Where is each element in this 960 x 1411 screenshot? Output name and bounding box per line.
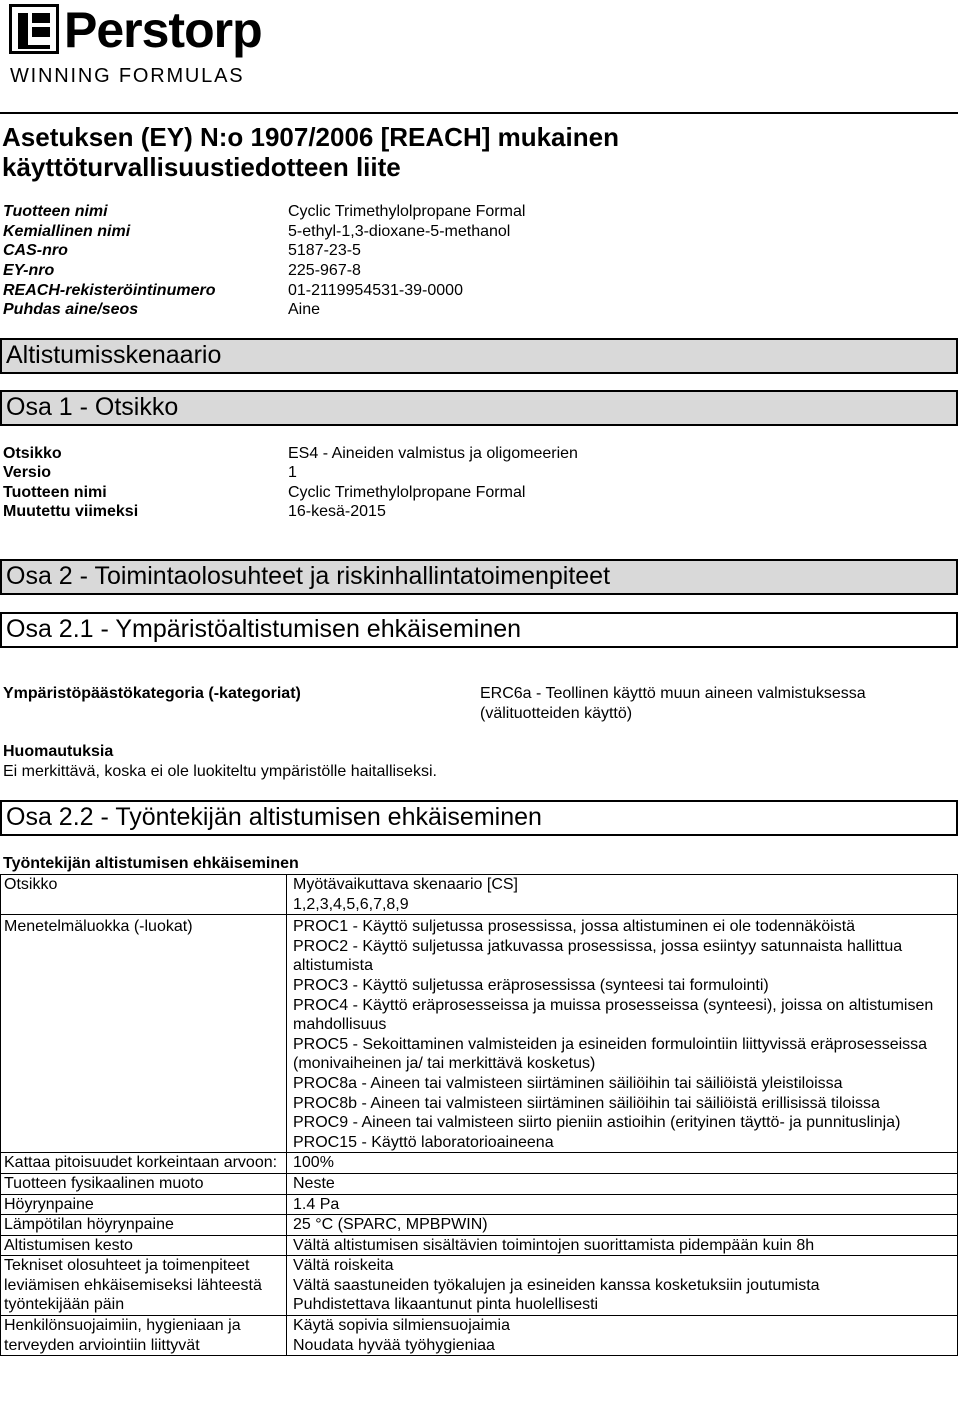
s1-value-modified: 16-kesä-2015 xyxy=(288,503,386,520)
section-2-1-heading: Osa 2.1 - Ympäristöaltistumisen ehkäiseminen xyxy=(0,612,958,648)
id-label-substance: Puhdas aine/seos xyxy=(3,301,139,318)
section-1-heading: Osa 1 - Otsikko xyxy=(0,390,958,426)
row-label-method: Menetelmäluokka (-luokat) xyxy=(1,915,287,1153)
id-value-chemical-name: 5-ethyl-1,3-dioxane-5-methanol xyxy=(288,223,511,240)
table-row xyxy=(1,915,958,1153)
s1-label-product: Tuotteen nimi xyxy=(3,484,107,501)
section-2-heading: Osa 2 - Toimintaolosuhteet ja riskinhallintatoimenpiteet xyxy=(0,559,958,595)
row-label-ppe: Henkilönsuojaimiin, hygieniaan ja terveyden arviointiin liittyvät xyxy=(1,1316,287,1356)
logo-name: Perstorp xyxy=(64,2,262,58)
s1-value-title: ES4 - Aineiden valmistus ja oligomeerien xyxy=(288,445,578,462)
row-label-vapour-pressure: Höyrynpaine xyxy=(1,1194,287,1215)
id-label-product-name: Tuotteen nimi xyxy=(3,203,108,220)
id-label-chemical-name: Kemiallinen nimi xyxy=(3,223,131,240)
id-value-reach: 01-2119954531-39-0000 xyxy=(288,282,463,299)
row-label-technical: Tekniset olosuhteet ja toimenpiteet leviämisen ehkäisemiseksi lähteestä työntekijään päin xyxy=(1,1256,287,1316)
row-label-temp-vp: Lämpötilan höyrynpaine xyxy=(1,1215,287,1236)
id-label-cas: CAS-nro xyxy=(3,242,68,259)
table-row xyxy=(1,1235,958,1256)
s21-category-label: Ympäristöpäästökategoria (-kategoriat) xyxy=(3,685,301,702)
s1-label-version: Versio xyxy=(3,464,52,481)
s1-label-modified: Muutettu viimeksi xyxy=(3,503,139,520)
row-value-physical-form: Neste xyxy=(287,1173,958,1194)
id-label-reach: REACH-rekisteröintinumero xyxy=(3,282,216,299)
table-row xyxy=(1,1215,958,1236)
row-value-duration: Vältä altistumisen sisältävien toimintojen suorittamista pidempään kuin 8h xyxy=(287,1235,958,1256)
table-row xyxy=(1,1316,958,1356)
s21-category-value-2: (välituotteiden käyttö) xyxy=(480,705,633,722)
s1-value-product: Cyclic Trimethylolpropane Formal xyxy=(288,484,526,501)
row-value-concentration: 100% xyxy=(287,1153,958,1174)
row-label-duration: Altistumisen kesto xyxy=(1,1235,287,1256)
header-divider xyxy=(0,112,958,114)
table-row xyxy=(1,1153,958,1174)
row-label-physical-form: Tuotteen fysikaalinen muoto xyxy=(1,1173,287,1194)
id-value-cas: 5187-23-5 xyxy=(288,242,361,259)
document-title-line2: käyttöturvallisuustiedotteen liite xyxy=(2,152,401,182)
s21-remarks-label: Huomautuksia xyxy=(3,743,114,760)
worker-exposure-table xyxy=(0,874,958,1356)
row-label-concentration: Kattaa pitoisuudet korkeintaan arvoon: xyxy=(1,1153,287,1174)
perstorp-logo-icon xyxy=(9,4,59,54)
logo-tagline: WINNING FORMULAS xyxy=(10,65,245,87)
row-value-temp-vp: 25 °C (SPARC, MPBPWIN) xyxy=(287,1215,958,1236)
section-2-2-heading: Osa 2.2 - Työntekijän altistumisen ehkäiseminen xyxy=(0,800,958,836)
table-row xyxy=(1,1256,958,1316)
id-label-ec: EY-nro xyxy=(3,262,55,279)
s1-value-version: 1 xyxy=(288,464,297,481)
row-label-title: Otsikko xyxy=(1,875,287,915)
s21-category-value-1: ERC6a - Teollinen käyttö muun aineen valmistuksessa xyxy=(480,685,866,702)
table-row xyxy=(1,1194,958,1215)
row-value-ppe: Käytä sopivia silmiensuojaimia Noudata hyvää työhygieniaa xyxy=(287,1316,958,1356)
id-value-ec: 225-967-8 xyxy=(288,262,361,279)
s22-subheading: Työntekijän altistumisen ehkäiseminen xyxy=(3,855,299,872)
row-value-title: Myötävaikuttava skenaario [CS] 1,2,3,4,5,6,7,8,9 xyxy=(287,875,958,915)
row-value-method: PROC1 - Käyttö suljetussa prosessissa, jossa altistuminen ei ole todennäköistä PROC2 - Käyttö suljetussa jatkuvassa prosessissa, jossa esiintyy satunnaista hallittua altistumista PROC3 - Käyttö suljetussa eräprosessissa (synteesi tai formulointi) PROC4 - Käyttö eräprosesseissa ja muissa prosesseissa (synteesi), joissa on altistumisen mahdollisuus PROC5 - Sekoittaminen valmisteiden ja esineiden formulointiin liittyvissä eräprosesseissa (monivaiheinen ja/ tai merkittävä kosketus) PROC8a - Aineen tai valmisteen siirtäminen säiliöihin tai säiliöistä yleistiloissa PROC8b - Aineen tai valmisteen siirtäminen säiliöihin tai säiliöistä erillisissä tiloissa PROC9 - Aineen tai valmisteen siirto pieniin astioihin (erityinen täyttö- ja punnituslinja) PROC15 - Käyttö laboratorioaineena xyxy=(287,915,958,1153)
table-row xyxy=(1,875,958,915)
id-value-product-name: Cyclic Trimethylolpropane Formal xyxy=(288,203,526,220)
section-exposure-scenario: Altistumisskenaario xyxy=(0,338,958,374)
row-value-technical: Vältä roiskeita Vältä saastuneiden työkalujen ja esineiden kanssa kosketuksiin joutumista Puhdistettava likaantunut pinta huolellisesti xyxy=(287,1256,958,1316)
row-value-vapour-pressure: 1.4 Pa xyxy=(287,1194,958,1215)
s21-remarks-text: Ei merkittävä, koska ei ole luokiteltu ympäristölle haitalliseksi. xyxy=(3,763,437,780)
id-value-substance: Aine xyxy=(288,301,321,318)
document-title-line1: Asetuksen (EY) N:o 1907/2006 [REACH] mukainen xyxy=(2,122,619,152)
s1-label-title: Otsikko xyxy=(3,445,62,462)
table-row xyxy=(1,1173,958,1194)
